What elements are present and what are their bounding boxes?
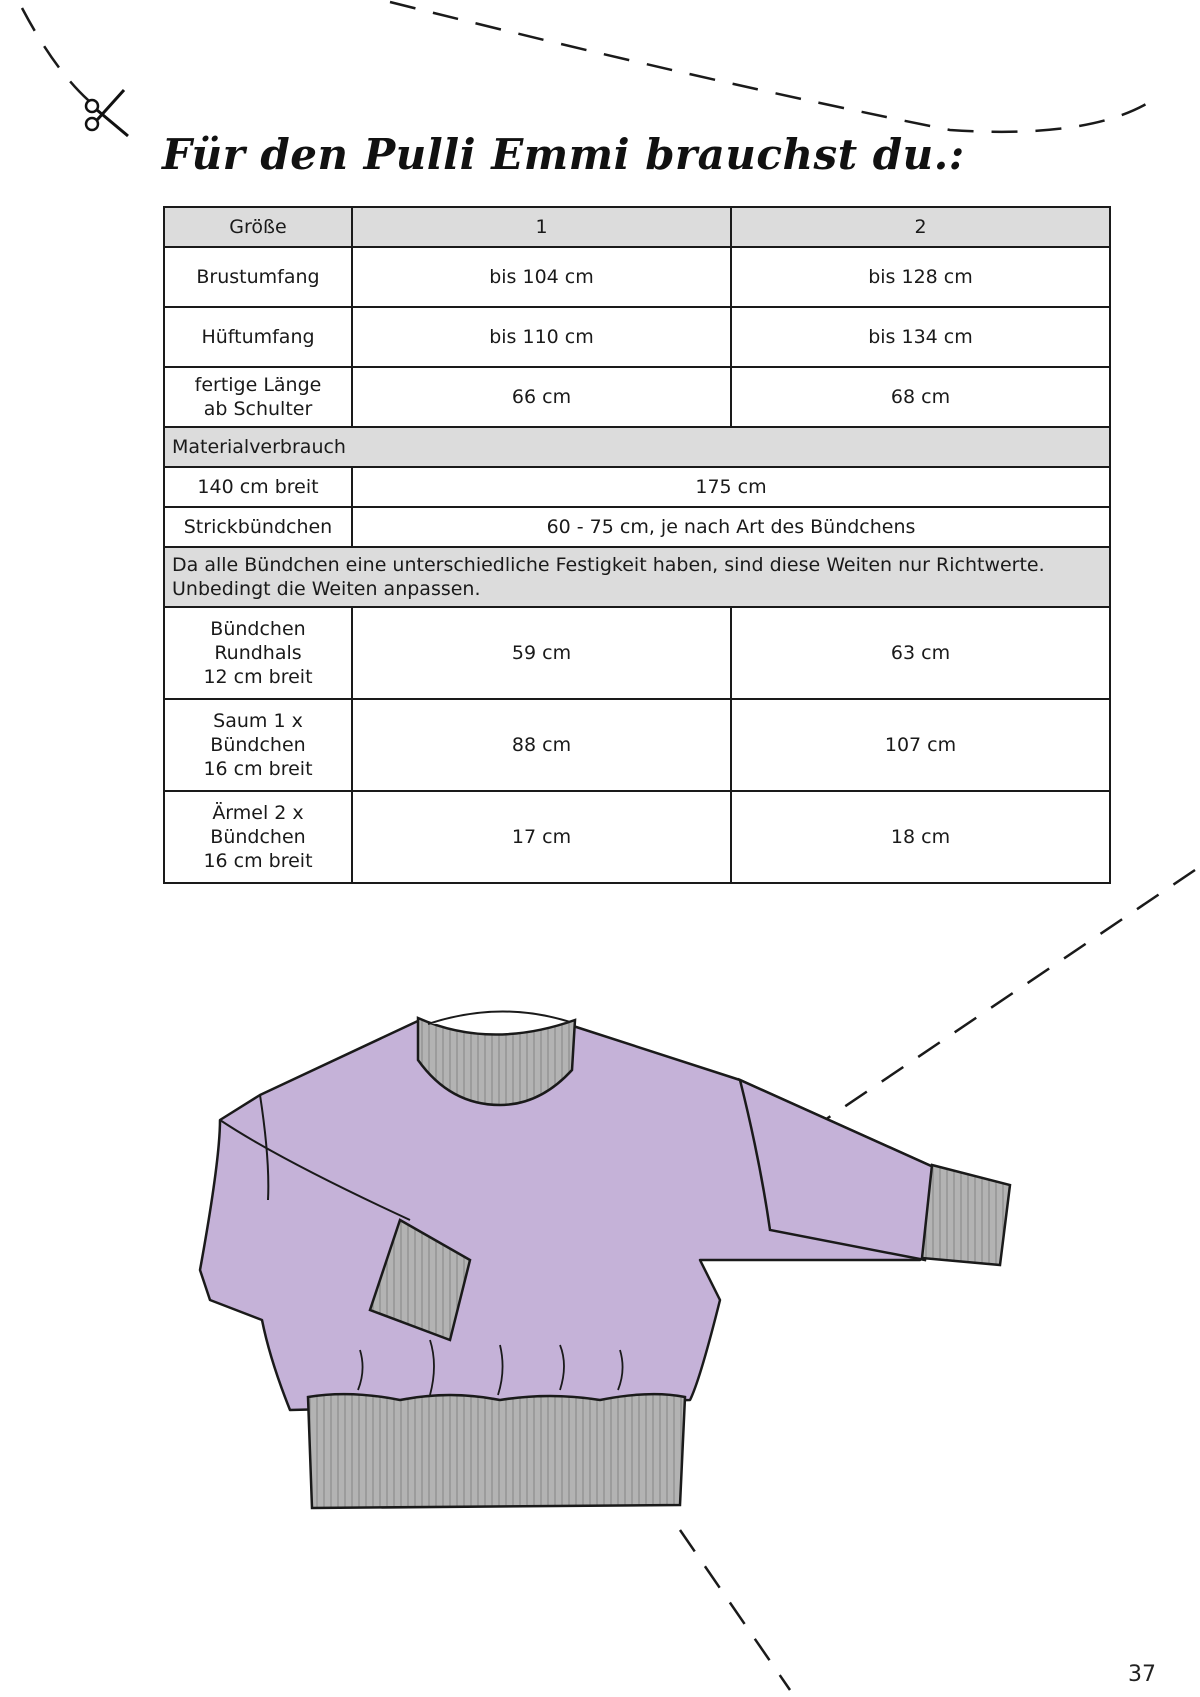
row-label: Brustumfang [164,247,352,307]
cell-size-2: 68 cm [731,367,1110,427]
material-heading: Materialverbrauch [164,427,1110,467]
cell-size-1: bis 110 cm [352,307,731,367]
page-title: Für den Pulli Emmi brauchst du.: [162,130,965,179]
row-label: fertige Länge ab Schulter [164,367,352,427]
cell-value: 60 - 75 cm, je nach Art des Bündchens [352,507,1110,547]
row-label: Bündchen Rundhals 12 cm breit [164,607,352,699]
row-label: Hüftumfang [164,307,352,367]
cell-size-1: 88 cm [352,699,731,791]
header-size-label: Größe [164,207,352,247]
cell-value: 175 cm [352,467,1110,507]
cell-size-2: 18 cm [731,791,1110,883]
cell-size-1: 66 cm [352,367,731,427]
row-label: Ärmel 2 x Bündchen 16 cm breit [164,791,352,883]
cell-size-1: 59 cm [352,607,731,699]
cell-size-1: 17 cm [352,791,731,883]
cell-size-2: bis 134 cm [731,307,1110,367]
header-size-1: 1 [352,207,731,247]
page-number: 37 [1128,1662,1156,1687]
cell-size-2: bis 128 cm [731,247,1110,307]
cell-size-1: bis 104 cm [352,247,731,307]
cell-size-2: 63 cm [731,607,1110,699]
row-label: Saum 1 x Bündchen 16 cm breit [164,699,352,791]
row-label: Strickbündchen [164,507,352,547]
row-label: 140 cm breit [164,467,352,507]
header-size-2: 2 [731,207,1110,247]
cell-size-2: 107 cm [731,699,1110,791]
note-text: Da alle Bündchen eine unterschiedliche Festigkeit haben, sind diese Weiten nur Richtwerte. Unbedingt die Weiten anpassen. [164,547,1110,607]
